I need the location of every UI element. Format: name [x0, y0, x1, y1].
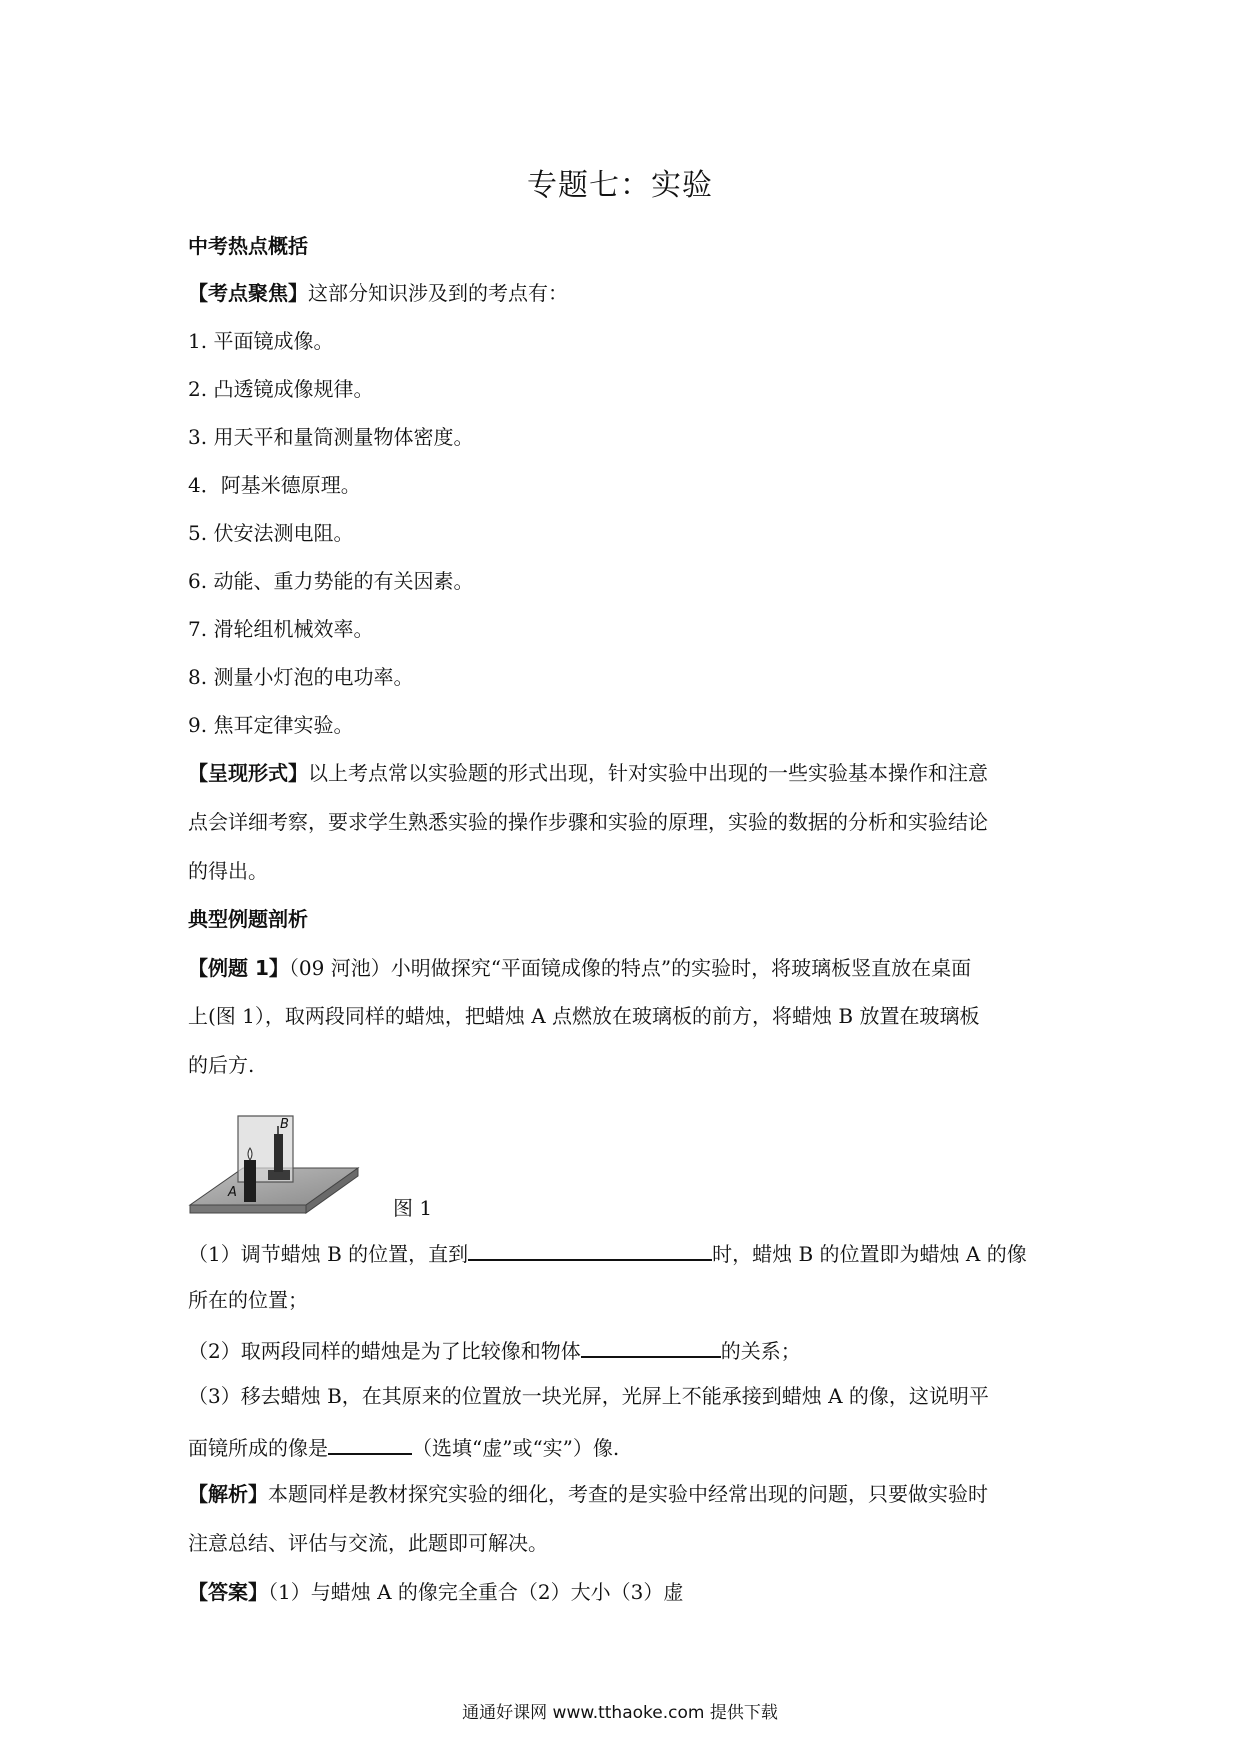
page-title: 专题七：实验 — [527, 168, 713, 203]
candle-b — [274, 1134, 283, 1172]
focus-text: 这部分知识涉及到的考点有： — [308, 281, 568, 305]
question-3 — [188, 1433, 619, 1460]
q3-before: 面镜所成的像是 — [188, 1436, 328, 1460]
answer-text: （1）与蜡烛 A 的像完全重合（2）大小（3）虚 — [268, 1580, 684, 1604]
example-label: 【例题 1】 — [188, 956, 289, 980]
q2-after: 的关系； — [720, 1339, 801, 1363]
point-item: 8. 测量小灯泡的电功率。 — [188, 665, 414, 689]
q1-before: （1）调节蜡烛 B 的位置，直到 — [188, 1242, 469, 1266]
label-a: A — [228, 1185, 237, 1200]
focus-paragraph — [188, 281, 568, 305]
q1-line2: 所在的位置； — [188, 1288, 308, 1312]
analysis-paragraph — [188, 1482, 988, 1506]
point-item: 3. 用天平和量筒测量物体密度。 — [188, 425, 474, 449]
question-1 — [188, 1239, 1027, 1266]
answer-paragraph — [188, 1580, 683, 1604]
section-heading-examples: 典型例题剖析 — [188, 907, 308, 931]
candle-a — [244, 1160, 256, 1202]
form-line: 以上考点常以实验题的形式出现，针对实验中出现的一些实验基本操作和注意 — [308, 761, 988, 785]
example-line: （09 河池）小明做探究“平面镜成像的特点”的实验时，将玻璃板竖直放在桌面 — [288, 956, 972, 980]
analysis-line: 注意总结、评估与交流，此题即可解决。 — [188, 1531, 548, 1555]
figure-mirror-candles — [188, 1110, 360, 1216]
point-item: 1. 平面镜成像。 — [188, 329, 334, 353]
example-paragraph — [188, 956, 971, 980]
form-paragraph — [188, 761, 988, 785]
point-item: 5. 伏安法测电阻。 — [188, 521, 354, 545]
form-line: 点会详细考察，要求学生熟悉实验的操作步骤和实验的原理，实验的数据的分析和实验结论 — [188, 810, 988, 834]
section-heading-hotspots: 中考热点概括 — [188, 234, 308, 258]
q3-line1: （3）移去蜡烛 B，在其原来的位置放一块光屏，光屏上不能承接到蜡烛 A 的像，这说明平 — [188, 1384, 989, 1408]
label-b: B — [280, 1117, 289, 1132]
form-line: 的得出。 — [188, 859, 268, 883]
point-item: 2. 凸透镜成像规律。 — [188, 377, 374, 401]
point-item: 9. 焦耳定律实验。 — [188, 713, 354, 737]
figure-caption: 图 1 — [393, 1196, 433, 1220]
q3-after: （选填“虚”或“实”）像. — [412, 1436, 620, 1460]
point-item: 6. 动能、重力势能的有关因素。 — [188, 569, 474, 593]
analysis-label: 【解析】 — [188, 1482, 268, 1506]
q3-answer-blank[interactable] — [328, 1433, 412, 1455]
form-label: 【呈现形式】 — [188, 761, 308, 785]
analysis-line: 本题同样是教材探究实验的细化，考查的是实验中经常出现的问题，只要做实验时 — [268, 1482, 988, 1506]
example-line: 上(图 1），取两段同样的蜡烛，把蜡烛 A 点燃放在玻璃板的前方，将蜡烛 B 放置在玻璃板 — [188, 1004, 980, 1028]
question-2 — [188, 1336, 801, 1363]
answer-label: 【答案】 — [188, 1580, 268, 1604]
q1-after: 时，蜡烛 B 的位置即为蜡烛 A 的像 — [712, 1242, 1027, 1266]
q2-before: （2）取两段同样的蜡烛是为了比较像和物体 — [188, 1339, 581, 1363]
q2-answer-blank[interactable] — [581, 1336, 721, 1358]
point-item: 4．阿基米德原理。 — [188, 473, 361, 497]
footer-text: 通通好课网 www.tthaoke.com 提供下载 — [462, 1703, 778, 1723]
table-edge — [190, 1205, 306, 1213]
q1-answer-blank[interactable] — [468, 1239, 712, 1261]
example-line: 的后方. — [188, 1053, 255, 1077]
point-item: 7. 滑轮组机械效率。 — [188, 617, 374, 641]
focus-label: 【考点聚焦】 — [188, 281, 308, 305]
